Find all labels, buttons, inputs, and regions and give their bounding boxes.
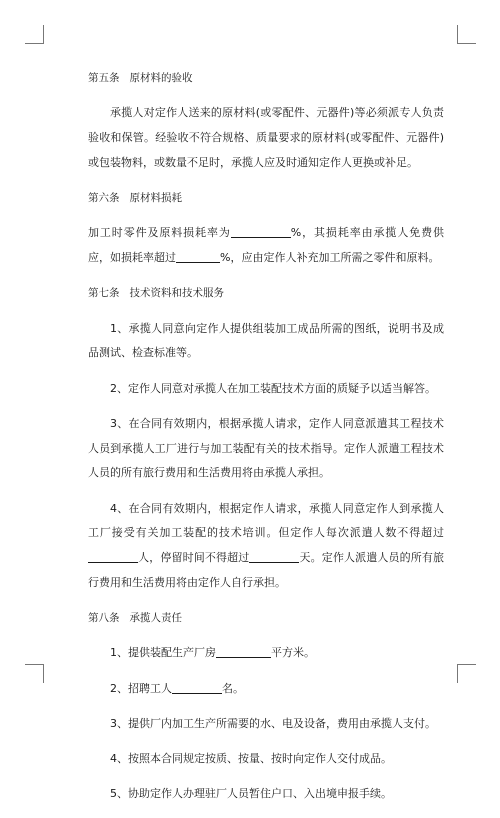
article-7-item-4 xyxy=(88,497,444,596)
article-title: 承揽人责任 xyxy=(129,612,182,624)
crop-mark-bottom-left xyxy=(25,664,44,683)
article-number: 第六条 xyxy=(88,192,120,204)
text-segment: 人，停留时间不得超过 xyxy=(138,551,250,564)
fill-in-blank[interactable] xyxy=(176,250,220,263)
article-7-heading xyxy=(88,281,444,306)
article-number: 第八条 xyxy=(88,612,120,624)
text-segment: %，其损耗率由承揽人免费供应，如损耗率超过 xyxy=(88,226,445,264)
text-segment: 2、招聘工人 xyxy=(110,681,172,695)
article-8-item-5: 5、协助定作人办理驻厂人员暂住户口、入出境申报手续。 xyxy=(110,787,392,801)
crop-mark-top-left xyxy=(25,25,44,44)
article-5-heading xyxy=(88,66,444,91)
text-segment: 1、提供装配生产厂房 xyxy=(110,646,216,660)
text-segment: %，应由定作人补充加工所需之零件和原料。 xyxy=(220,251,440,264)
article-number: 第七条 xyxy=(88,287,120,300)
article-8-item-3: 3、提供厂内加工生产所需要的水、电及设备，费用由承揽人支付。 xyxy=(110,716,436,730)
article-title: 原材料损耗 xyxy=(129,192,182,204)
fill-in-blank[interactable] xyxy=(172,681,222,694)
article-8-item-4: 4、按照本合同规定按质、按量、按时向定作人交付成品。 xyxy=(110,752,392,766)
text-segment: 加工时零件及原料损耗率为 xyxy=(88,226,231,240)
document-body xyxy=(88,66,444,818)
article-5-paragraph: 承揽人对定作人送来的原材料(或零配件、元器件)等必须派专人负责验收和保管。经验收不符合规格、质量要求的原材料(或零配件、元器件)或包装物料，或数量不足时，承揽人应及时通知定作人更换或补足。 xyxy=(88,106,444,169)
article-7-item-3: 3、在合同有效期内，根据承揽人请求，定作人同意派遣其工程技术人员到承揽人工厂进行与加工装配有关的技术指导。定作人派遣工程技术人员的所有旅行费用和生活费用将由承揽人承担。 xyxy=(88,416,444,480)
article-7-item-1: 1、承揽人同意向定作人提供组装加工成品所需的图纸，说明书及成品测试、检查标准等。 xyxy=(88,321,444,360)
article-8-item-2 xyxy=(88,677,444,702)
text-segment: 4、在合同有效期内，根据定作人请求，承揽人同意定作人到承揽人工厂接受有关加工装配的技术培训。但定作人每次派遣人数不得超过 xyxy=(88,501,444,540)
article-7-item-2: 2、定作人同意对承揽人在加工装配技术方面的质疑予以适当解答。 xyxy=(110,381,436,395)
article-title: 原材料的验收 xyxy=(129,72,193,84)
fill-in-blank[interactable] xyxy=(216,645,271,658)
text-segment: 平方米。 xyxy=(271,646,315,660)
text-segment: 名。 xyxy=(222,681,244,695)
article-6-heading xyxy=(88,186,444,211)
text-segment: 天。定作人派遣人员的所有旅行费用和生活费用将由定作人自行承担。 xyxy=(88,551,444,589)
article-8-item-1 xyxy=(88,641,444,666)
crop-mark-bottom-right xyxy=(457,664,476,683)
fill-in-blank[interactable] xyxy=(88,550,138,563)
article-6-paragraph xyxy=(88,221,444,270)
article-title: 技术资料和技术服务 xyxy=(129,287,224,300)
article-8-heading xyxy=(88,606,444,631)
fill-in-blank[interactable] xyxy=(249,550,299,563)
crop-mark-top-right xyxy=(457,25,476,44)
fill-in-blank[interactable] xyxy=(231,225,291,238)
article-number: 第五条 xyxy=(88,72,120,84)
